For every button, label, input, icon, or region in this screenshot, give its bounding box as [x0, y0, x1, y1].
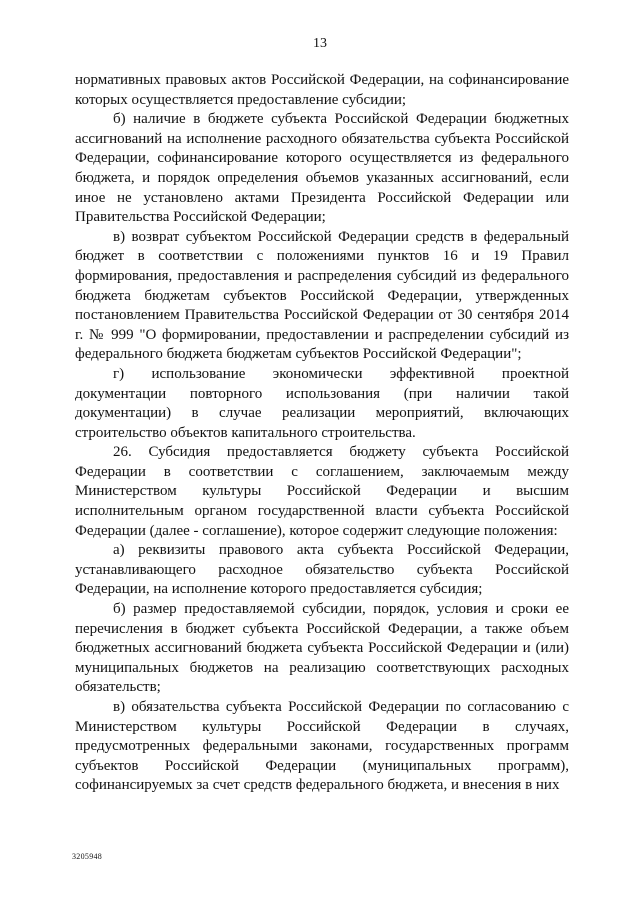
paragraph-clause-26-b: б) размер предоставляемой субсидии, порядок, условия и сроки ее перечисления в бюджет субъекта Российской Федерации, а также объем бюджетных ассигнований бюджета субъекта Российской Федерации и (или) муниципальных бюджетов на реализацию соответствующих расходных обязательств; — [75, 601, 569, 696]
paragraph-clause-26-v: в) обязательства субъекта Российской Федерации по согласованию с Министерством культуры Российской Федерации в случаях, предусмотренных федеральными законами, государственных программ субъектов Российской Федерации (муниципальных программ), софинансируемых за счет средств федерального бюджета, и внесения в них — [75, 699, 569, 794]
document-body — [75, 71, 569, 796]
paragraph-clause-26-a: а) реквизиты правового акта субъекта Российской Федерации, устанавливающего расходное обязательство субъекта Российской Федерации, на исполнение которого предоставляется субсидия; — [75, 542, 569, 598]
paragraph-continuation: нормативных правовых актов Российской Федерации, на софинансирование которых осуществляется предоставление субсидии; — [75, 72, 569, 108]
paragraph-item-b: б) наличие в бюджете субъекта Российской Федерации бюджетных ассигнований на исполнение расходного обязательства субъекта Российской Федерации, софинансирование которого осуществляется из федерального бюджета, и порядок определения объемов указанных ассигнований, если иное не установлено актами Президента Российской Федерации или Правительства Российской Федерации; — [75, 111, 569, 226]
paragraph-item-g: г) использование экономически эффективной проектной документации повторного использования (при наличии такой документации) в случае реализации мероприятий, включающих строительство объектов капитального строительства. — [75, 365, 569, 441]
paragraph-item-v: в) возврат субъектом Российской Федерации средств в федеральный бюджет в соответствии с положениями пунктов 16 и 19 Правил формирования, предоставления и распределения субсидий из федерального бюджета бюджетам субъектов Российской Федерации, утвержденных постановлением Правительства Российской Федерации от 30 сентября 2014 г. № 999 "О формировании, предоставлении и распределении субсидий из федерального бюджета бюджетам субъектов Российской Федерации"; — [75, 228, 569, 363]
footer-document-code: 3205948 — [72, 852, 103, 861]
page-number: 13 — [313, 36, 327, 51]
paragraph-clause-26: 26. Субсидия предоставляется бюджету субъекта Российской Федерации в соответствии с соглашением, заключаемым между Министерством культуры Российской Федерации и высшим исполнительным органом государственной власти субъекта Российской Федерации (далее - соглашение), которое содержит следующие положения: — [75, 444, 569, 539]
